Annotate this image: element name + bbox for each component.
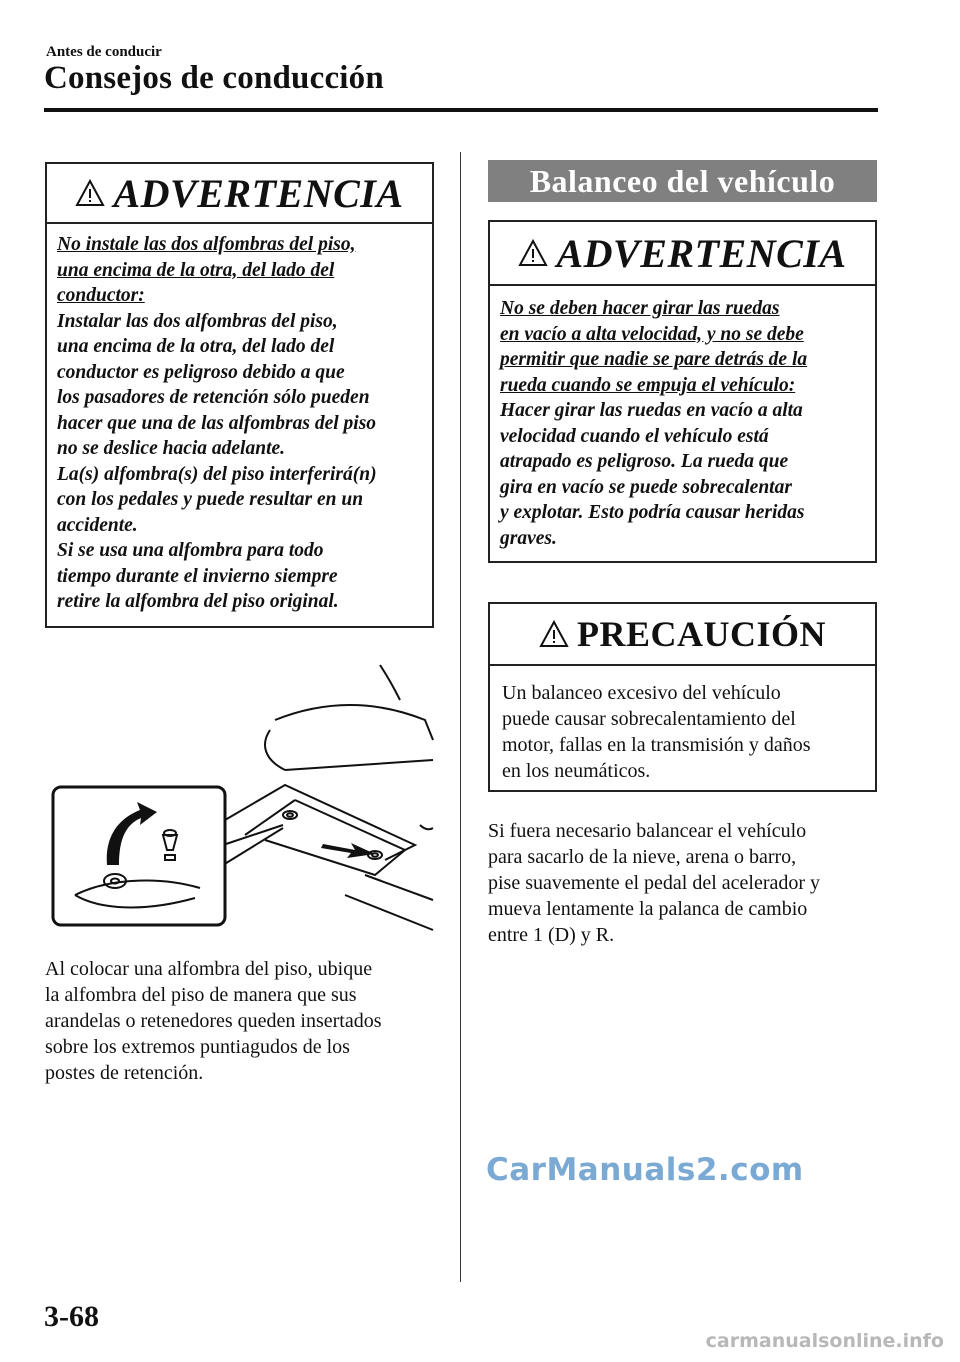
warning-line: conductor es peligroso debido a que bbox=[57, 361, 345, 383]
warning-header bbox=[47, 164, 432, 224]
warning-underlined-line: rueda cuando se empuja el vehículo: bbox=[500, 374, 796, 396]
floor-mat-illustration bbox=[45, 660, 435, 950]
warning-line: y explotar. Esto podría causar heridas bbox=[500, 502, 805, 523]
warning-line: hacer que una de las alfombras del piso bbox=[57, 412, 377, 434]
watermark: CarManuals2.com bbox=[486, 1152, 804, 1188]
rocking-instructions bbox=[488, 818, 883, 948]
floor-mat-instructions bbox=[45, 956, 445, 1086]
warning-line: una encima de la otra, del lado del bbox=[57, 336, 335, 357]
page-number: 3-68 bbox=[44, 1300, 99, 1333]
warning-line: Hacer girar las ruedas en vacío a alta bbox=[500, 400, 803, 421]
paragraph-line: sobre los extremos puntiagudos de los bbox=[45, 1036, 350, 1058]
header-rule bbox=[44, 108, 878, 112]
warning-underlined-line: No se deben hacer girar las ruedas bbox=[500, 298, 780, 319]
warning-line: velocidad cuando el vehículo está bbox=[500, 425, 769, 447]
paragraph-line: entre 1 (D) y R. bbox=[488, 924, 615, 946]
caution-box bbox=[488, 602, 877, 792]
caution-line: puede causar sobrecalentamiento del bbox=[502, 708, 796, 730]
warning-box-wheel-spin bbox=[488, 220, 877, 563]
warning-line: retire la alfombra del piso original. bbox=[57, 591, 339, 612]
caution-line: Un balanceo excesivo del vehículo bbox=[502, 682, 781, 704]
warning-underlined-line: No instale las dos alfombras del piso, bbox=[57, 234, 356, 255]
footer-url: carmanualsonline.info bbox=[705, 1330, 944, 1352]
warning-line: los pasadores de retención sólo pueden bbox=[57, 387, 370, 408]
warning-underlined-line: permitir que nadie se pare detrás de la bbox=[500, 349, 808, 370]
paragraph-line: mueva lentamente la palanca de cambio bbox=[488, 898, 808, 920]
warning-line: no se deslice hacia adelante. bbox=[57, 438, 286, 459]
warning-line: La(s) alfombra(s) del piso interferirá(n) bbox=[57, 463, 377, 485]
warning-line: Si se usa una alfombra para todo bbox=[57, 540, 324, 561]
caution-header bbox=[490, 604, 875, 666]
warning-box-floor-mats bbox=[45, 162, 434, 628]
paragraph-line: Al colocar una alfombra del piso, ubique bbox=[45, 958, 373, 980]
page-title: Consejos de conducción bbox=[44, 60, 384, 96]
warning-text bbox=[47, 224, 432, 627]
warning-line: atrapado es peligroso. La rueda que bbox=[500, 451, 789, 472]
warning-line: gira en vacío se puede sobrecalentar bbox=[500, 476, 792, 498]
warning-line: con los pedales y puede resultar en un bbox=[57, 489, 364, 510]
warning-header bbox=[490, 222, 875, 286]
warning-underlined-line: una encima de la otra, del lado del bbox=[57, 259, 335, 281]
warning-text bbox=[490, 286, 875, 563]
caution-title: PRECAUCIÓN bbox=[576, 614, 826, 654]
column-divider bbox=[460, 152, 461, 1282]
section-title: Balanceo del vehículo bbox=[488, 160, 877, 202]
warning-line: graves. bbox=[500, 527, 557, 549]
warning-line: tiempo durante el invierno siempre bbox=[57, 565, 338, 587]
chapter-label: Antes de conducir bbox=[46, 44, 162, 60]
paragraph-line: para sacarlo de la nieve, arena o barro, bbox=[488, 846, 797, 868]
warning-title: ADVERTENCIA bbox=[556, 230, 847, 276]
warning-underlined-line: en vacío a alta velocidad, y no se debe bbox=[500, 323, 804, 345]
warning-triangle-icon bbox=[539, 620, 569, 648]
caution-line: en los neumáticos. bbox=[502, 760, 651, 782]
paragraph-line: la alfombra del piso de manera que sus bbox=[45, 984, 357, 1006]
warning-underlined-line: conductor: bbox=[57, 285, 145, 306]
warning-triangle-icon bbox=[75, 179, 105, 207]
paragraph-line: Si fuera necesario balancear el vehículo bbox=[488, 820, 807, 842]
warning-line: Instalar las dos alfombras del piso, bbox=[57, 310, 338, 332]
warning-title: ADVERTENCIA bbox=[113, 170, 404, 216]
paragraph-line: pise suavemente el pedal del acelerador y bbox=[488, 872, 821, 894]
warning-triangle-icon bbox=[518, 239, 548, 267]
warning-line: accidente. bbox=[57, 514, 138, 536]
caution-text bbox=[490, 666, 875, 796]
paragraph-line: arandelas o retenedores queden insertados bbox=[45, 1010, 382, 1032]
caution-line: motor, fallas en la transmisión y daños bbox=[502, 734, 811, 756]
paragraph-line: postes de retención. bbox=[45, 1062, 204, 1084]
